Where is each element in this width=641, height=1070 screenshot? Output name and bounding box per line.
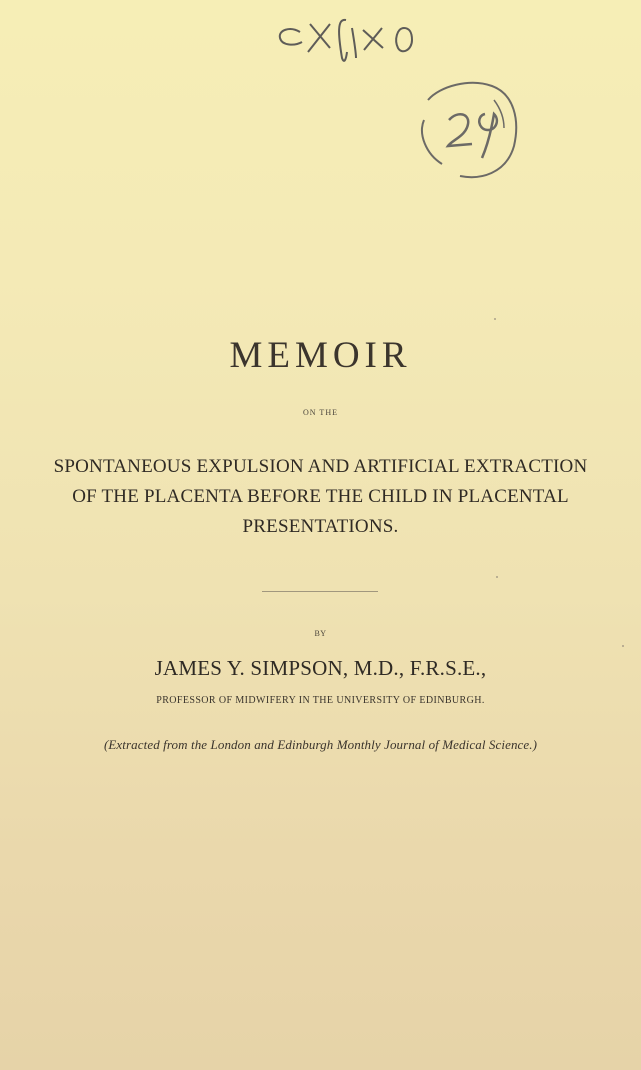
paper-speck bbox=[622, 645, 624, 647]
author-name: JAMES Y. SIMPSON, M.D., F.R.S.E., bbox=[154, 656, 487, 680]
source-note: (Extracted from the London and Edinburgh Monthly Journal of Medical Science.) bbox=[103, 737, 538, 752]
paper-speck bbox=[494, 318, 496, 320]
main-title-line: OF THE PLACENTA BEFORE THE CHILD IN PLACENTAL bbox=[72, 486, 569, 507]
by-label: BY bbox=[314, 629, 327, 638]
subtitle-connector: ON THE bbox=[303, 408, 338, 417]
paper-speck bbox=[496, 576, 498, 578]
main-title-line: PRESENTATIONS. bbox=[242, 516, 399, 537]
main-title bbox=[0, 452, 641, 542]
author-title: PROFESSOR OF MIDWIFERY IN THE UNIVERSITY OF EDINBURGH. bbox=[156, 695, 485, 706]
main-title-line: SPONTANEOUS EXPULSION AND ARTIFICIAL EXTRACTION bbox=[53, 456, 588, 477]
section-divider bbox=[262, 591, 378, 592]
handwritten-annotation-icon bbox=[0, 0, 641, 200]
page-title: MEMOIR bbox=[229, 335, 412, 376]
